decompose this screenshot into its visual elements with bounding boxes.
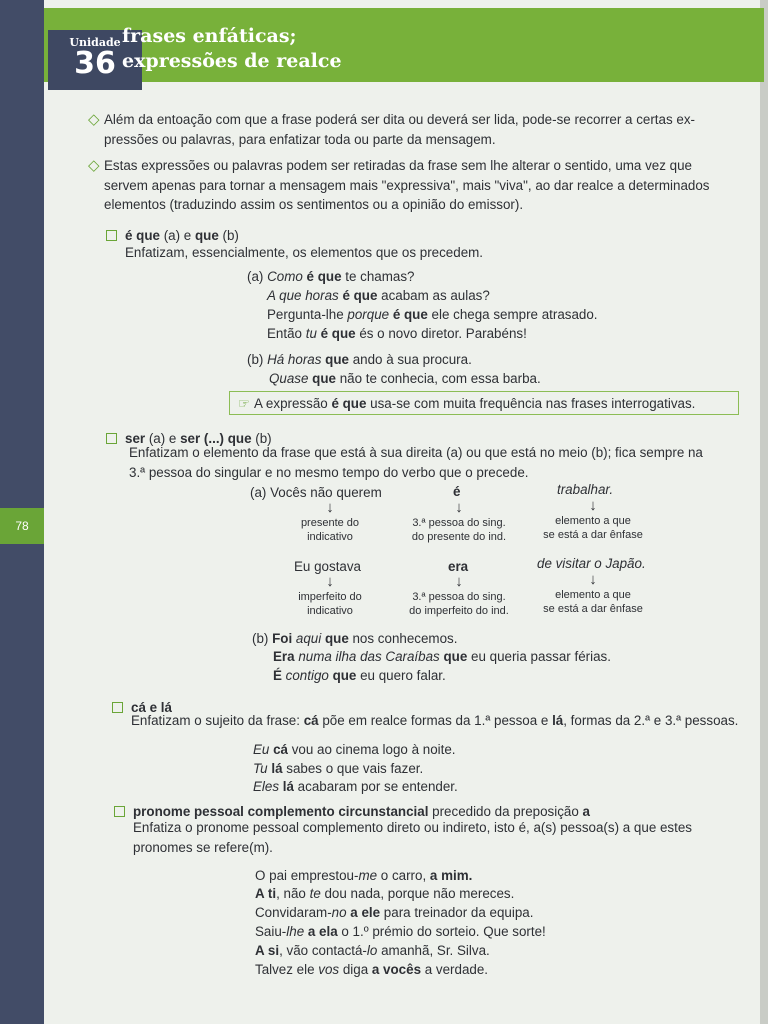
diagram-a-subject: (a) Vocês não querem: [250, 485, 382, 500]
page-number-tab: [0, 508, 44, 544]
down-arrow-icon: ↓: [589, 571, 597, 588]
example-pronome-line-6: Talvez ele vos diga a vocês a verdade.: [255, 962, 489, 977]
page-edge: [760, 0, 768, 1024]
example-pronome-line-3: Convidaram-no a ele para treinador da equipa.: [255, 905, 534, 920]
example-ca-la-line-2: Tu lá sabes o que vais fazer.: [253, 761, 424, 776]
pointing-hand-icon: ☞: [238, 396, 251, 411]
down-arrow-icon: ↓: [326, 573, 334, 590]
example-a-line-1: (a) Como é que te chamas?: [247, 269, 415, 284]
diagram-b-col-1: ↓ imperfeito do indicativo: [282, 574, 378, 618]
unit-number: 36: [74, 46, 116, 81]
example-ca-la-line-1: Eu cá vou ao cinema logo à noite.: [253, 742, 456, 757]
example-a-line-4: Então tu é que és o novo diretor. Parabéns!: [267, 326, 527, 341]
diamond-bullet-icon: ◇: [88, 111, 100, 128]
example-b-line-1: (b) Há horas que ando à sua procura.: [247, 352, 472, 367]
checkbox-square-icon: [114, 806, 125, 817]
section-e-que-description: Enfatizam, essencialmente, os elementos que os precedem.: [125, 245, 484, 260]
section-e-que-heading: é que (a) e que (b): [106, 226, 239, 246]
diagram-b-col-3: ↓ elemento a que se está a dar ênfase: [533, 572, 653, 616]
diagram-a-verb: é: [453, 484, 461, 499]
title-line-1: frases enfáticas;: [122, 25, 297, 47]
example-pronome-line-1: O pai emprestou-me o carro, a mim.: [255, 868, 473, 883]
page-number: 78: [15, 519, 29, 533]
checkbox-square-icon: [106, 433, 117, 444]
example-a-line-3: Pergunta-lhe porque é que ele chega sempre atrasado.: [267, 307, 598, 322]
example-pronome-line-4: Saiu-lhe a ela o 1.º prémio do sorteio. Que sorte!: [255, 924, 546, 939]
example-b-line-2: Quase que não te conhecia, com essa barba.: [269, 371, 541, 386]
diagram-a-emphasis: trabalhar.: [557, 482, 614, 497]
tip-box: ☞ A expressão é que usa-se com muita frequência nas frases interrogativas.: [229, 391, 739, 415]
checkbox-square-icon: [112, 702, 123, 713]
example-ser-b-line-2: Era numa ilha das Caraíbas que eu queria passar férias.: [273, 649, 611, 664]
example-a-line-2: A que horas é que acabam as aulas?: [267, 288, 490, 303]
diagram-b-emphasis: de visitar o Japão.: [537, 556, 646, 571]
section-ser-heading: ser (a) e ser (...) que (b): [106, 429, 272, 449]
down-arrow-icon: ↓: [589, 497, 597, 514]
example-pronome-line-5: A si, vão contactá-lo amanhã, Sr. Silva.: [255, 943, 490, 958]
diagram-b-subject: Eu gostava: [294, 559, 361, 574]
diagram-a-col-2: ↓ 3.ª pessoa do sing. do presente do ind.: [398, 500, 520, 544]
example-ser-b-line-1: (b) Foi aqui que nos conhecemos.: [252, 631, 458, 646]
example-ser-b-line-3: É contigo que eu quero falar.: [273, 668, 446, 683]
unit-title: [122, 24, 342, 74]
section-pronome-description: Enfatiza o pronome pessoal complemento direto ou indireto, isto é, a(s) pessoa(s) a que estes pronomes se refere(m).: [133, 820, 692, 855]
section-ca-la-heading: cá e lá: [112, 698, 172, 718]
checkbox-square-icon: [106, 230, 117, 241]
down-arrow-icon: ↓: [455, 499, 463, 516]
intro-paragraph-2: ◇ Estas expressões ou palavras podem ser retiradas da frase sem lhe alterar o sentido, uma vez que servem apenas para tornar a mensagem mais "expressiva", mais "viva", ao dar realce a determinados elementos (traduzindo assim os sentimentos ou a opinião do emissor).: [88, 157, 710, 212]
title-line-2: expressões de realce: [122, 50, 342, 72]
unit-label: Unidade: [69, 36, 121, 49]
down-arrow-icon: ↓: [455, 573, 463, 590]
diagram-b-col-2: ↓ 3.ª pessoa do sing. do imperfeito do ind.: [398, 574, 520, 618]
diagram-a-col-3: ↓ elemento a que se está a dar ênfase: [533, 498, 653, 542]
example-pronome-line-2: A ti, não te dou nada, porque não mereces.: [255, 886, 515, 901]
diagram-a-col-1: ↓ presente do indicativo: [282, 500, 378, 544]
down-arrow-icon: ↓: [326, 499, 334, 516]
section-ser-description: Enfatizam o elemento da frase que está à sua direita (a) ou que está no meio (b); fica sempre na 3.ª pessoa do singular e no mesmo tempo do verbo que o precede.: [129, 445, 703, 480]
diamond-bullet-icon: ◇: [88, 157, 100, 174]
example-ca-la-line-3: Eles lá acabaram por se entender.: [253, 779, 458, 794]
diagram-b-verb: era: [448, 559, 469, 574]
section-pronome-heading: pronome pessoal complemento circunstancial precedido da preposição a: [114, 802, 590, 822]
intro-paragraph-1: ◇ Além da entoação com que a frase poderá ser dita ou deverá ser lida, pode-se recorrer a certas ex- pressões ou palavras, para enfatizar toda ou parte da mensagem.: [88, 111, 695, 147]
section-ca-la-description: Enfatizam o sujeito da frase: cá põe em realce formas da 1.ª pessoa e lá, formas da 2.ª e 3.ª pessoas.: [131, 713, 739, 728]
